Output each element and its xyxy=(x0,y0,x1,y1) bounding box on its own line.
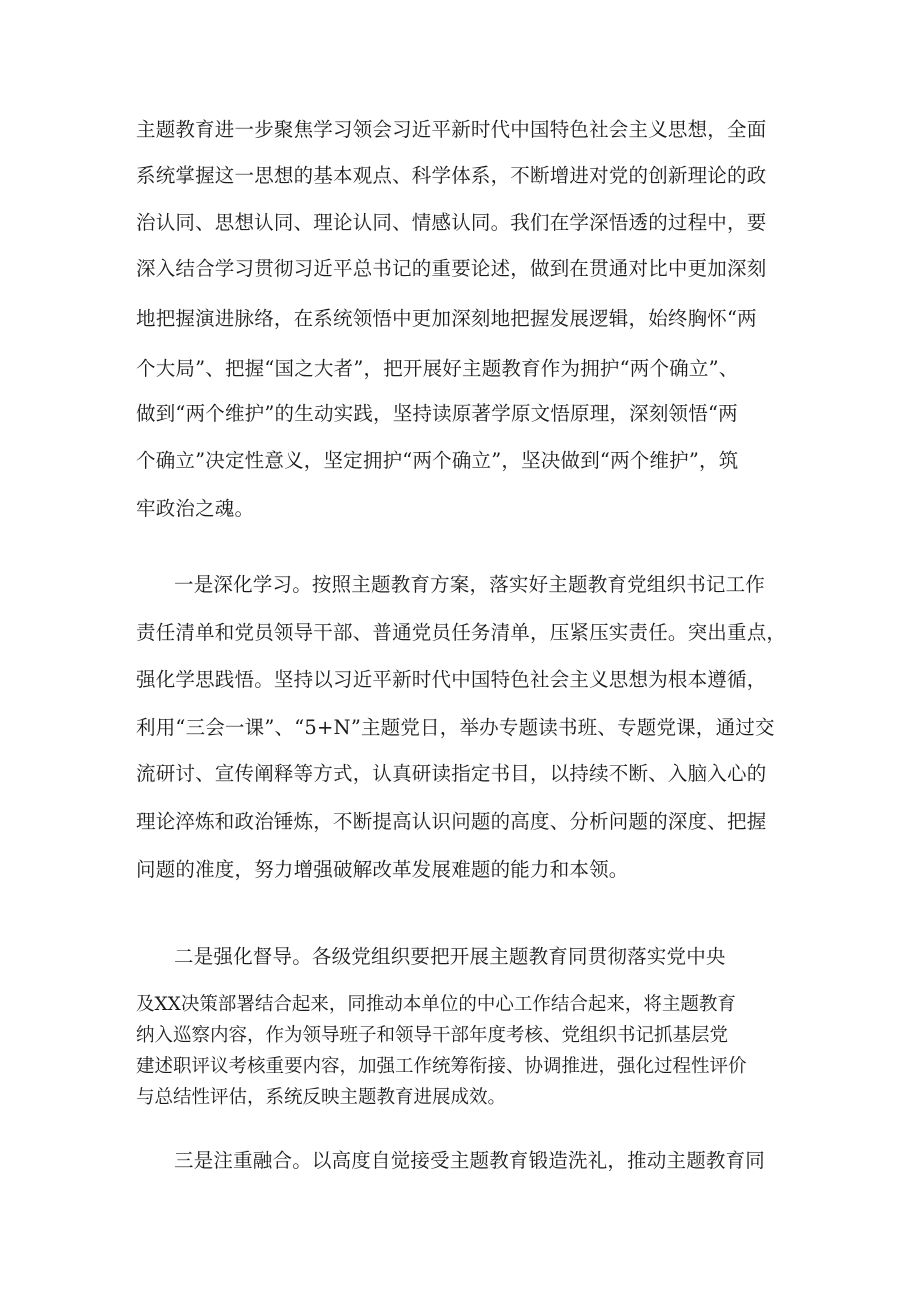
text-line: 与总结性评估，系统反映主题教育进展成效。 xyxy=(136,1087,507,1108)
text-line: 治认同、思想认同、理论认同、情感认同。我们在学深悟透的过程中，要 xyxy=(136,211,767,234)
text-line: 纳入巡察内容，作为领导班子和领导干部年度考核、党组织书记抓基层党 xyxy=(136,1025,729,1046)
text-line: 建述职评议考核重要内容，加强工作统筹衔接、协调推进，强化过程性评价 xyxy=(136,1056,747,1077)
text-line: 一是深化学习。按照主题教育方案，落实好主题教育党组织书记工作 xyxy=(174,573,766,596)
text-line: 地把握演进脉络，在系统领悟中更加深刻地把握发展逻辑，始终胸怀“两 xyxy=(136,307,757,330)
text-line: 责任清单和党员领导干部、普通党员任务清单，压紧压实责任。突出重点， xyxy=(136,621,787,644)
text-line: 利用“三会一课”、“5+N”主题党日，举办专题读书班、专题党课，通过交 xyxy=(136,716,775,739)
text-line: 个确立”决定性意义，坚定拥护“两个确立”，坚决做到“两个维护”，筑 xyxy=(136,449,739,472)
text-line: 牢政治之魂。 xyxy=(136,497,255,520)
text-line: 及XX决策部署结合起来，同推动本单位的中心工作结合起来，将主题教育 xyxy=(136,994,736,1015)
text-line: 做到“两个维护”的生动实践，坚持读原著学原文悟原理，深刻领悟“两 xyxy=(136,402,738,425)
text-line: 强化学思践悟。坚持以习近平新时代中国特色社会主义思想为根本遵循， xyxy=(136,668,767,691)
text-line: 个大局”、把握“国之大者”，把开展好主题教育作为拥护“两个确立”、 xyxy=(136,357,739,380)
text-line: 流研讨、宣传阐释等方式，认真研读指定书目，以持续不断、入脑入心的 xyxy=(136,762,767,785)
text-line: 系统掌握这一思想的基本观点、科学体系，不断增进对党的创新理论的政 xyxy=(136,164,767,187)
text-line: 主题教育进一步聚焦学习领会习近平新时代中国特色社会主义思想，全面 xyxy=(136,118,767,141)
text-line: 问题的准度，努力增强破解改革发展难题的能力和本领。 xyxy=(136,858,629,881)
text-line: 二是强化督导。各级党组织要把开展主题教育同贯彻落实党中央 xyxy=(174,945,726,968)
text-line: 深入结合学习贯彻习近平总书记的重要论述，做到在贯通对比中更加深刻 xyxy=(136,257,767,280)
text-line: 三是注重融合。以高度自觉接受主题教育锻造洗礼，推动主题教育同 xyxy=(174,1149,766,1172)
text-line: 理论淬炼和政治锤炼，不断提高认识问题的高度、分析问题的深度、把握 xyxy=(136,810,767,833)
